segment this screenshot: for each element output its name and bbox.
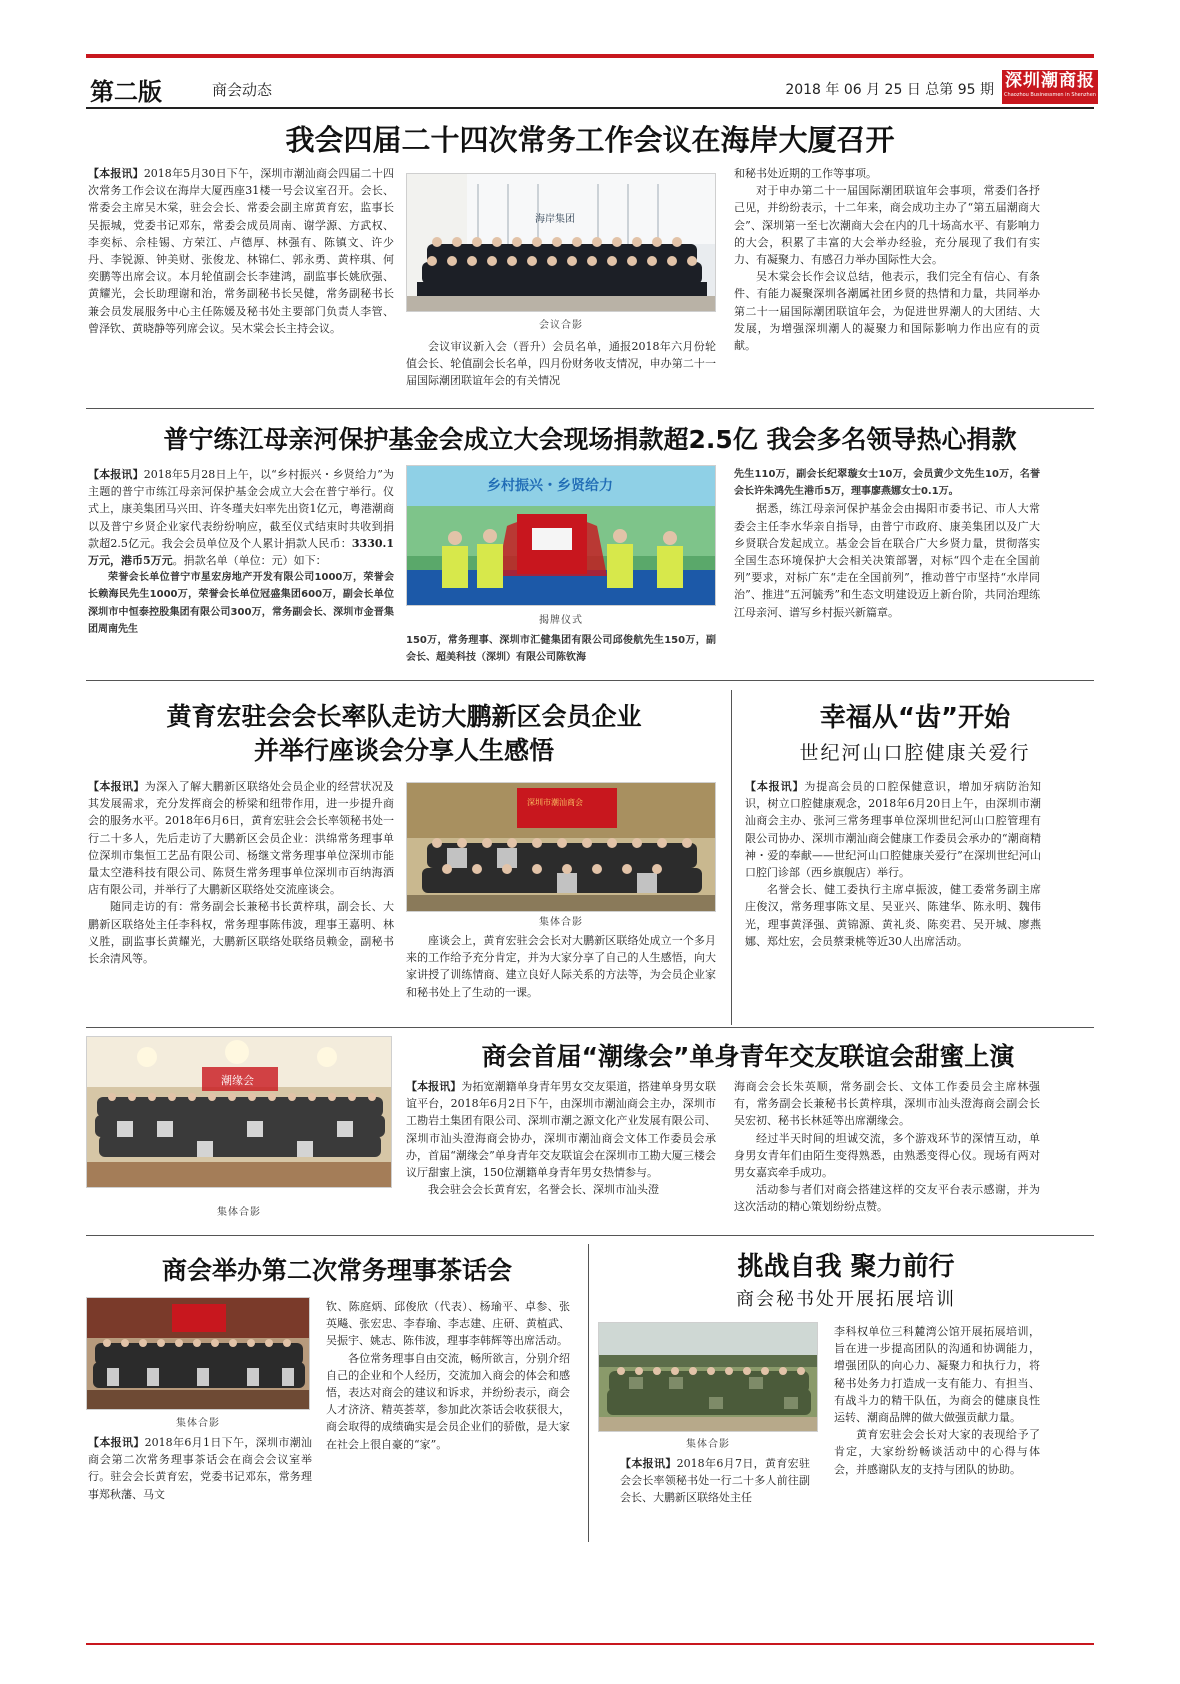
donation-list-3: 先生110万，副会长纪翠璇女士10万，会员黄少文先生10万，名誉会长许朱鸿先生港币5万，理事廖燕娜女士0.1万。 — [734, 469, 1040, 498]
article-5-headline: 商会首届“潮缘会”单身青年交友联谊会甜蜜上演 — [481, 1042, 1015, 1071]
donation-list-2: 150万，常务理事、深圳市汇健集团有限公司邱俊航先生150万，副会长、超美科技（深圳）有限公司陈钦海 — [406, 635, 716, 664]
column-divider — [588, 1244, 589, 1542]
article-4-body1: 为提高会员的口腔保健意识，增加牙病防治知识，树立口腔健康观念，2018年6月20日上午，由深圳市潮汕商会主办、张河三常务理事单位深圳世纪河山口腔管理有限公司协办、深圳市潮汕商会健康工作委员会承办的“潮商精神・爱的奉献——世纪河山口腔健康关爱行”在深圳世纪河山口腔门诊部（西乡旗舰店）举行。 — [745, 780, 1041, 880]
article-7-col2a: 李科权单位三科麓湾公馆开展拓展培训，旨在进一步提高团队的沟通和协调能力，增强团队的向心力、凝聚力和执行力，将秘书处务力打造成一支有能力、有担当、有战斗力的精干队伍，为商会的健康良性运转、潮商品牌的做大做强贡献力量。 — [834, 1325, 1040, 1425]
article-1-col3a: 和秘书处近期的工作等事项。 — [734, 167, 877, 180]
article-3-headline-2: 并举行座谈会分享人生感悟 — [253, 736, 554, 765]
article-5-photo — [86, 1036, 392, 1188]
logo-subtitle: Chaozhou Businessmen in Shenzhen — [1004, 92, 1096, 98]
article-5-col2b: 经过半天时间的坦诚交流，多个游戏环节的深情互动，单身男女青年们由陌生变得熟悉，由熟悉变得心仪。现场有两对男女嘉宾牵手成功。 — [734, 1131, 1040, 1180]
article-1-col3b: 对于申办第二十一届国际潮团联谊年会事项，常委们各抒己见，并纷纷表示，十二年来，商会成功主办了“第五届潮商大会”、深圳第一至七次潮商大会在内的几十场高水平、有影响力的大会，积累了丰富的大会举办经验，充分展现了我们有实力、有凝聚力、有感召力举办国际性大会。 — [734, 184, 1040, 267]
donation-list-1: 荣誉会长单位普宁市星宏房地产开发有限公司1000万，荣誉会长赖海民先生1000万，荣誉会长单位冠盛集团600万，副会长单位深圳市中恒泰控股集团有限公司300万，常务副会长、深圳市金晋集团周南先生 — [88, 572, 394, 635]
news-tag: 【本报讯】 — [745, 780, 805, 793]
article-5-col2c: 活动参与者们对商会搭建这样的交友平台表示感谢，并为这次活动的精心策划纷纷点赞。 — [734, 1183, 1040, 1214]
article-6-col1 — [88, 1434, 312, 1532]
top-red-rule — [86, 54, 1094, 58]
article-3-photo — [406, 782, 716, 912]
article-2-col1-text: 2018年5月28日上午，以“乡村振兴・乡贤给力”为主题的普宁市练江母亲河保护基金会成立大会在普宁举行。仪式上，康美集团马兴田、许冬瑾夫妇率先出资1亿元，粤港潮商以及普宁乡贤企业家代表纷纷响应，截至仪式结束时共收到捐款超2.5亿元。我会会员单位及个人累计捐款人民币： — [88, 468, 394, 550]
edition-label: 第二版 — [90, 78, 162, 106]
article-4-subtitle: 世纪河山口腔健康关爱行 — [799, 742, 1031, 764]
article-1-caption: 会议合影 — [539, 320, 583, 331]
article-2-col1-tail: 。捐款名单（单位：元）如下： — [172, 554, 327, 568]
article-6-col2 — [326, 1298, 570, 1532]
article-3-headline-1: 黄育宏驻会会长率队走访大鹏新区会员企业 — [166, 702, 642, 731]
article-1-col1 — [88, 165, 394, 373]
issue-date: 2018 年 06 月 25 日 总第 95 期 — [785, 82, 994, 98]
news-tag: 【本报讯】 — [88, 167, 144, 180]
divider — [86, 1235, 1094, 1236]
article-5-col1b: 我会驻会会长黄育宏，名誉会长、深圳市汕头澄 — [428, 1183, 659, 1197]
article-3-col1 — [88, 778, 394, 1016]
article-5-col2 — [734, 1078, 1040, 1226]
divider — [86, 408, 1094, 409]
article-1-col1-text: 2018年5月30日下午，深圳市潮汕商会四届二十四次常务工作会议在海岸大厦西座31楼一号会议室召开。会长、常委会主席吴木棠，驻会会长、常委会副主席黄育宏，监事长吴振城，党委书记邓东，常委会成员周南、谢学源、方武权、李奕标、佘桂锡、方荣江、卢德厚、林强有、陈镇文、许少丹、李锐源、钟美财、张俊龙、林锦仁、郭永勇、黄梓琪、何奕鹏等出席会议。本月轮值副会长李建鸿，副监事长姚欣强、黄耀光，会长助理谢和治，常务副秘书长吴健，常务副秘书长兼会员发展服务中心主任陈媛及秘书处主要部门负责人李管、曾泽钦、黄晓静等列席会议。吴木棠会长主持会议。 — [88, 167, 394, 335]
news-tag: 【本报讯】 — [620, 1457, 677, 1470]
article-1-col2-text: 会议审议新入会（晋升）会员名单，通报2018年六月份轮值会长、轮值副会长名单，四月份财务收支情况，申办第二十一届国际潮团联谊年会的有关情况 — [406, 340, 716, 388]
article-6-col2a: 钦、陈庭炳、邱俊欣（代表）、杨瑜平、卓参、张英飚、张宏忠、李春瑜、李志建、庄研、黄植武、吴振宇、姚志、陈伟波，理事李韩辉等出席活动。 — [326, 1300, 570, 1348]
article-6-col1-text: 2018年6月1日下午，深圳市潮汕商会第二次常务理事茶话会在商会会议室举行。驻会会长黄育宏，党委书记邓东，常务理事郑秋藩、马文 — [88, 1436, 312, 1501]
article-7-photo — [598, 1322, 818, 1432]
article-7-subtitle: 商会秘书处开展拓展培训 — [736, 1289, 956, 1310]
photo-banner-text: 乡村振兴・乡贤给力 — [487, 478, 613, 494]
article-4-body2: 名誉会长、健工委执行主席卓振波，健工委常务副主席庄俊汉，常务理事陈文星、吴亚兴、陈建华、陈永明、魏伟光，理事黄泽强、黄锦源、黄礼炎、陈奕君、吴开城、廖燕娜、郑灶宏，会员蔡秉桃等近30人出席活动。 — [745, 883, 1041, 948]
article-7-col2b: 黄育宏驻会会长对大家的表现给予了肯定，大家纷纷畅谈活动中的心得与体会，并感谢队友的支持与团队的协助。 — [834, 1428, 1040, 1476]
article-2-headline: 普宁练江母亲河保护基金会成立大会现场捐款超2.5亿 我会多名领导热心捐款 — [163, 425, 1017, 454]
article-2-col3-text: 据悉，练江母亲河保护基金会由揭阳市委书记、市人大常委会主任李水华亲自指导，由普宁市政府、康美集团以及广大乡贤联合发起成立。基金会旨在联合广大乡贤力量，贯彻落实全国生态环境保护大会相关决策部署，对标“四个走在全国前列”要求，对标广东“走在全国前列”，推动普宁市坚持“水岸同治”、推进“五河毓秀”和生态文明建设迈上新台阶，共同治理练江母亲河、谱写乡村振兴新篇章。 — [734, 502, 1040, 619]
article-7-caption: 集体合影 — [686, 1439, 730, 1450]
article-3-col2-text: 座谈会上，黄育宏驻会会长对大鹏新区联络处成立一个多月来的工作给予充分肯定，并为大家分享了自己的人生感悟，向大家讲授了训练情商、建立良好人际关系的方法等，为会员企业家和秘书处上了生动的一课。 — [406, 934, 716, 999]
article-2-photo — [406, 465, 716, 606]
article-5-col1-text: 为拓宽潮籍单身青年男女交友渠道，搭建单身男女联谊平台，2018年6月2日下午，由深圳市潮汕商会主办，深圳市工勘岩土集团有限公司、深圳市潮之源文化产业发展有限公司、深圳市汕头澄海商会协办，深圳市潮汕商会文体工作委员会承办，首届“潮缘会”单身青年交友联谊会在深圳市工勘大厦三楼会议厅甜蜜上演，150位潮籍单身青年男女热情参与。 — [406, 1080, 716, 1180]
article-1-col3c: 吴木棠会长作会议总结，他表示，我们完全有信心、有条件、有能力凝聚深圳各潮属社团乡贤的热情和力量，共同举办第二十一届国际潮团联谊年会，为促进世界潮人的大团结、大发展，为增强深圳潮人的凝聚力和国际影响力作出应有的贡献。 — [734, 270, 1040, 353]
bottom-rule — [86, 1643, 1094, 1645]
article-4-headline: 幸福从“齿”开始 — [819, 703, 1011, 733]
article-2-total: 3330.1万元，港币5万元 — [88, 536, 394, 568]
header-rule — [86, 107, 1094, 109]
article-7-headline: 挑战自我 聚力前行 — [737, 1252, 955, 1282]
article-1-photo — [406, 173, 716, 312]
column-divider — [731, 690, 732, 1025]
logo-name: 深圳潮商报 — [1005, 71, 1095, 91]
article-4-body — [745, 778, 1041, 1018]
article-3-caption: 集体合影 — [539, 917, 583, 928]
photo-banner-text: 深圳市潮汕商会 — [527, 798, 583, 807]
news-tag: 【本报讯】 — [88, 780, 145, 793]
divider — [86, 1027, 1094, 1028]
article-3-col1-text: 为深入了解大鹏新区联络处会员企业的经营状况及其发展需求，充分发挥商会的桥梁和纽带作用，进一步提升商会的服务水平。2018年6月6日，黄育宏驻会会长率领秘书处一行二十多人，先后走访了大鹏新区会员企业：洪绵常务理事单位深圳市集恒工艺品有限公司、杨继文常务理事单位深圳市能量太空港科技有限公司、陈贤生常务理事单位深圳市百纳海酒店有限公司，并举行了大鹏新区联络处交流座谈会。 — [88, 780, 394, 897]
article-7-col1-text: 2018年6月7日，黄育宏驻会会长率领秘书处一行二十多人前往副会长、大鹏新区联络处主任 — [620, 1457, 810, 1505]
article-1-col3 — [734, 165, 1040, 395]
article-6-col2b: 各位常务理事自由交流，畅所欲言，分别介绍自己的企业和个人经历，交流加入商会的体会和感悟，表达对商会的建议和诉求，并纷纷表示，商会人才济济、精英荟萃，参加此次茶话会收获很大，商会取得的成绩确实是会员企业们的骄傲，是大家在社会上很自豪的“家”。 — [326, 1351, 570, 1451]
article-5-col2a: 海商会会长朱英顺，常务副会长、文体工作委员会主席林强有，常务副会长兼秘书长黄梓琪，深圳市汕头澄海商会副会长吴宏初、秘书长林延等出席潮缘会。 — [734, 1080, 1040, 1128]
article-2-col3 — [734, 466, 1040, 670]
article-6-photo — [86, 1297, 310, 1410]
article-1-col2 — [406, 338, 716, 394]
article-7-col1 — [620, 1455, 810, 1533]
photo-banner-text: 潮缘会 — [221, 1074, 254, 1087]
divider — [86, 680, 1094, 681]
article-2-caption: 揭牌仪式 — [539, 615, 583, 626]
article-6-headline: 商会举办第二次常务理事茶话会 — [161, 1256, 512, 1285]
news-tag: 【本报讯】 — [88, 468, 144, 481]
photo-backdrop-text: 海岸集团 — [535, 214, 575, 225]
article-5-col1 — [406, 1078, 716, 1226]
article-6-caption: 集体合影 — [176, 1418, 220, 1429]
section-label: 商会动态 — [212, 81, 273, 99]
article-3-col2 — [406, 932, 716, 1018]
article-5-caption: 集体合影 — [217, 1207, 261, 1218]
article-2-col1 — [88, 466, 394, 666]
news-tag: 【本报讯】 — [406, 1080, 462, 1093]
article-1-headline: 我会四届二十四次常务工作会议在海岸大厦召开 — [285, 123, 895, 157]
article-3-col1b: 随同走访的有：常务副会长兼秘书长黄梓琪，副会长、大鹏新区联络处主任李科权，常务理事陈伟波，理事王嘉明、林义胜，副监事长黄耀光，大鹏新区联络处联络员赖金，副秘书长余清风等。 — [88, 900, 394, 966]
article-7-col2 — [834, 1323, 1040, 1533]
news-tag: 【本报讯】 — [88, 1436, 145, 1449]
newspaper-logo — [1002, 70, 1098, 104]
